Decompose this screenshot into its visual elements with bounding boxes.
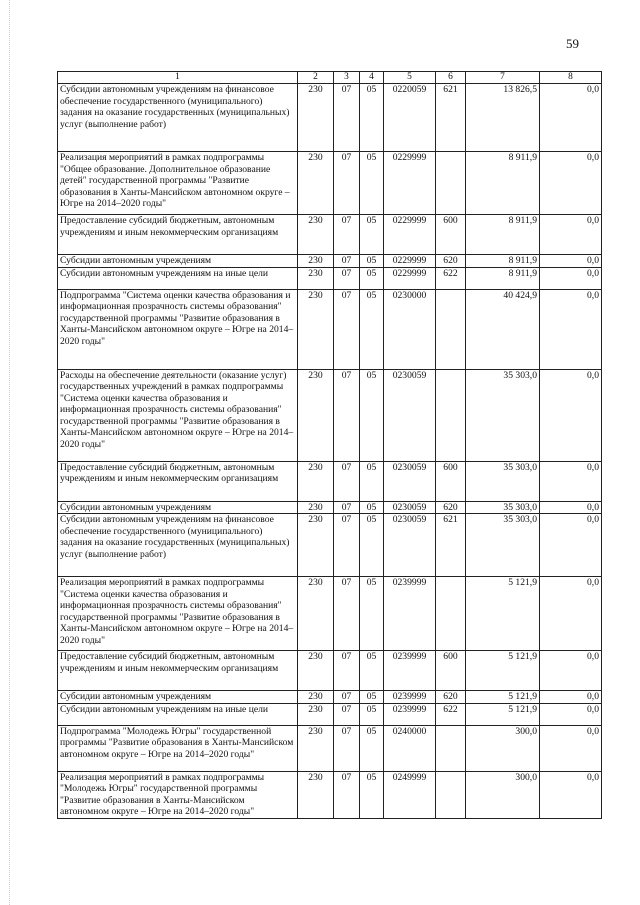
ministry-code-cell: 230 [298,215,334,255]
column-header: 4 [360,72,384,84]
table-row [58,514,602,577]
amount-change-cell: 0,0 [540,289,602,369]
expense-type-cell: 600 [436,215,466,255]
row-name-cell: Субсидии автономным учреждениям [58,691,298,704]
amount-change-cell: 0,0 [540,651,602,691]
ministry-code-cell: 230 [298,369,334,461]
amount-cell: 5 121,9 [466,703,540,725]
ministry-code-cell: 230 [298,255,334,268]
target-article-cell: 0229999 [384,255,436,268]
amount-cell: 13 826,5 [466,84,540,152]
subsection-code-cell: 05 [360,691,384,704]
amount-change-cell: 0,0 [540,215,602,255]
section-code-cell: 07 [334,725,360,771]
amount-change-cell: 0,0 [540,514,602,577]
table-row [58,577,602,651]
amount-change-cell: 0,0 [540,255,602,268]
ministry-code-cell: 230 [298,771,334,818]
row-name-cell: Субсидии автономным учреждениям на финансовое обеспечение государственного (муниципального) задания на оказание государственных (муниципальных) услуг (выполнение работ) [58,514,298,577]
amount-cell: 8 911,9 [466,267,540,289]
expense-type-cell [436,725,466,771]
row-name-cell: Субсидии автономным учреждениям [58,255,298,268]
amount-cell: 5 121,9 [466,577,540,651]
target-article-cell: 0239999 [384,703,436,725]
column-header: 2 [298,72,334,84]
ministry-code-cell: 230 [298,514,334,577]
subsection-code-cell: 05 [360,255,384,268]
section-code-cell: 07 [334,461,360,501]
ministry-code-cell: 230 [298,152,334,215]
table-row [58,84,602,152]
target-article-cell: 0229999 [384,267,436,289]
expense-type-cell: 622 [436,703,466,725]
row-name-cell: Субсидии автономным учреждениям [58,501,298,514]
target-article-cell: 0240000 [384,725,436,771]
ministry-code-cell: 230 [298,651,334,691]
amount-cell: 5 121,9 [466,691,540,704]
table-row [58,501,602,514]
amount-cell: 5 121,9 [466,651,540,691]
target-article-cell: 0229999 [384,215,436,255]
scan-edge-mark [9,0,11,905]
expense-type-cell: 622 [436,267,466,289]
table-row [58,651,602,691]
column-header: 7 [466,72,540,84]
subsection-code-cell: 05 [360,514,384,577]
column-header: 1 [58,72,298,84]
section-code-cell: 07 [334,771,360,818]
section-code-cell: 07 [334,703,360,725]
row-name-cell: Подпрограмма "Система оценки качества образования и информационная прозрачность системы образования" государственной программы "Развитие образования в Ханты-Мансийском автономном округе – Югре на 2014–2020 годы" [58,289,298,369]
table-row [58,289,602,369]
section-code-cell: 07 [334,84,360,152]
expense-type-cell: 621 [436,514,466,577]
amount-change-cell: 0,0 [540,703,602,725]
expense-type-cell: 600 [436,651,466,691]
row-name-cell: Предоставление субсидий бюджетным, автономным учреждениям и иным некоммерческим организациям [58,215,298,255]
expense-type-cell: 620 [436,255,466,268]
expense-type-cell: 620 [436,501,466,514]
subsection-code-cell: 05 [360,369,384,461]
subsection-code-cell: 05 [360,152,384,215]
amount-cell: 8 911,9 [466,152,540,215]
amount-change-cell: 0,0 [540,725,602,771]
amount-cell: 35 303,0 [466,369,540,461]
expense-type-cell: 600 [436,461,466,501]
target-article-cell: 0230059 [384,461,436,501]
column-header: 5 [384,72,436,84]
subsection-code-cell: 05 [360,577,384,651]
row-name-cell: Субсидии автономным учреждениям на финансовое обеспечение государственного (муниципального) задания на оказание государственных (муниципальных) услуг (выполнение работ) [58,84,298,152]
amount-cell: 8 911,9 [466,255,540,268]
target-article-cell: 0230059 [384,369,436,461]
section-code-cell: 07 [334,289,360,369]
ministry-code-cell: 230 [298,267,334,289]
subsection-code-cell: 05 [360,289,384,369]
row-name-cell: Субсидии автономным учреждениям на иные цели [58,703,298,725]
section-code-cell: 07 [334,501,360,514]
target-article-cell: 0239999 [384,651,436,691]
column-header: 8 [540,72,602,84]
expense-type-cell: 621 [436,84,466,152]
amount-change-cell: 0,0 [540,577,602,651]
column-number-row [58,72,602,84]
expense-type-cell: 620 [436,691,466,704]
expense-type-cell [436,369,466,461]
ministry-code-cell: 230 [298,461,334,501]
table-row [58,215,602,255]
target-article-cell: 0230059 [384,501,436,514]
table-body [58,84,602,819]
section-code-cell: 07 [334,369,360,461]
table-row [58,691,602,704]
table-row [58,703,602,725]
section-code-cell: 07 [334,215,360,255]
ministry-code-cell: 230 [298,84,334,152]
target-article-cell: 0239999 [384,691,436,704]
amount-change-cell: 0,0 [540,771,602,818]
amount-change-cell: 0,0 [540,152,602,215]
expense-type-cell [436,577,466,651]
row-name-cell: Реализация мероприятий в рамках подпрограммы "Молодежь Югры" государственной программы "Развитие образования в Ханты-Мансийском автономном округе – Югре на 2014–2020 годы" [58,771,298,818]
ministry-code-cell: 230 [298,725,334,771]
amount-change-cell: 0,0 [540,501,602,514]
table-row [58,725,602,771]
amount-change-cell: 0,0 [540,369,602,461]
row-name-cell: Реализация мероприятий в рамках подпрограммы "Общее образование. Дополнительное образование детей" государственной программы "Развитие образования в Ханты-Мансийском автономном округе – Югре на 2014–2020 годы" [58,152,298,215]
expense-type-cell [436,152,466,215]
ministry-code-cell: 230 [298,703,334,725]
amount-change-cell: 0,0 [540,267,602,289]
column-header: 3 [334,72,360,84]
expense-type-cell [436,771,466,818]
target-article-cell: 0230059 [384,514,436,577]
section-code-cell: 07 [334,577,360,651]
subsection-code-cell: 05 [360,215,384,255]
ministry-code-cell: 230 [298,577,334,651]
expense-type-cell [436,289,466,369]
target-article-cell: 0249999 [384,771,436,818]
row-name-cell: Реализация мероприятий в рамках подпрограммы "Система оценки качества образования и информационная прозрачность системы образования" государственной программы "Развитие образования в Ханты-Мансийском автономном округе – Югре на 2014–2020 годы" [58,577,298,651]
row-name-cell: Расходы на обеспечение деятельности (оказание услуг) государственных учреждений в рамках подпрограммы "Система оценки качества образования и информационная прозрачность системы образования" государственной программы "Развитие образования в Ханты-Мансийском автономном округе – Югре на 2014–2020 годы" [58,369,298,461]
section-code-cell: 07 [334,255,360,268]
ministry-code-cell: 230 [298,501,334,514]
section-code-cell: 07 [334,651,360,691]
page-number: 59 [566,36,579,51]
amount-change-cell: 0,0 [540,84,602,152]
row-name-cell: Предоставление субсидий бюджетным, автономным учреждениям и иным некоммерческим организациям [58,651,298,691]
amount-cell: 35 303,0 [466,514,540,577]
subsection-code-cell: 05 [360,461,384,501]
subsection-code-cell: 05 [360,703,384,725]
row-name-cell: Подпрограмма "Молодежь Югры" государственной программы "Развитие образования в Ханты-Мансийском автономном округе – Югре на 2014–2020 годы" [58,725,298,771]
amount-cell: 35 303,0 [466,461,540,501]
amount-cell: 300,0 [466,771,540,818]
row-name-cell: Субсидии автономным учреждениям на иные цели [58,267,298,289]
amount-cell: 8 911,9 [466,215,540,255]
amount-change-cell: 0,0 [540,461,602,501]
subsection-code-cell: 05 [360,725,384,771]
subsection-code-cell: 05 [360,84,384,152]
subsection-code-cell: 05 [360,771,384,818]
section-code-cell: 07 [334,691,360,704]
subsection-code-cell: 05 [360,267,384,289]
amount-cell: 300,0 [466,725,540,771]
table-row [58,152,602,215]
target-article-cell: 0239999 [384,577,436,651]
table-row [58,267,602,289]
table-row [58,255,602,268]
section-code-cell: 07 [334,152,360,215]
subsection-code-cell: 05 [360,651,384,691]
target-article-cell: 0230000 [384,289,436,369]
row-name-cell: Предоставление субсидий бюджетным, автономным учреждениям и иным некоммерческим организациям [58,461,298,501]
ministry-code-cell: 230 [298,691,334,704]
amount-cell: 40 424,9 [466,289,540,369]
subsection-code-cell: 05 [360,501,384,514]
section-code-cell: 07 [334,514,360,577]
target-article-cell: 0229999 [384,152,436,215]
target-article-cell: 0220059 [384,84,436,152]
column-header: 6 [436,72,466,84]
table-row [58,461,602,501]
table-row [58,369,602,461]
ministry-code-cell: 230 [298,289,334,369]
section-code-cell: 07 [334,267,360,289]
table-row [58,771,602,818]
budget-table [57,71,602,819]
amount-change-cell: 0,0 [540,691,602,704]
amount-cell: 35 303,0 [466,501,540,514]
